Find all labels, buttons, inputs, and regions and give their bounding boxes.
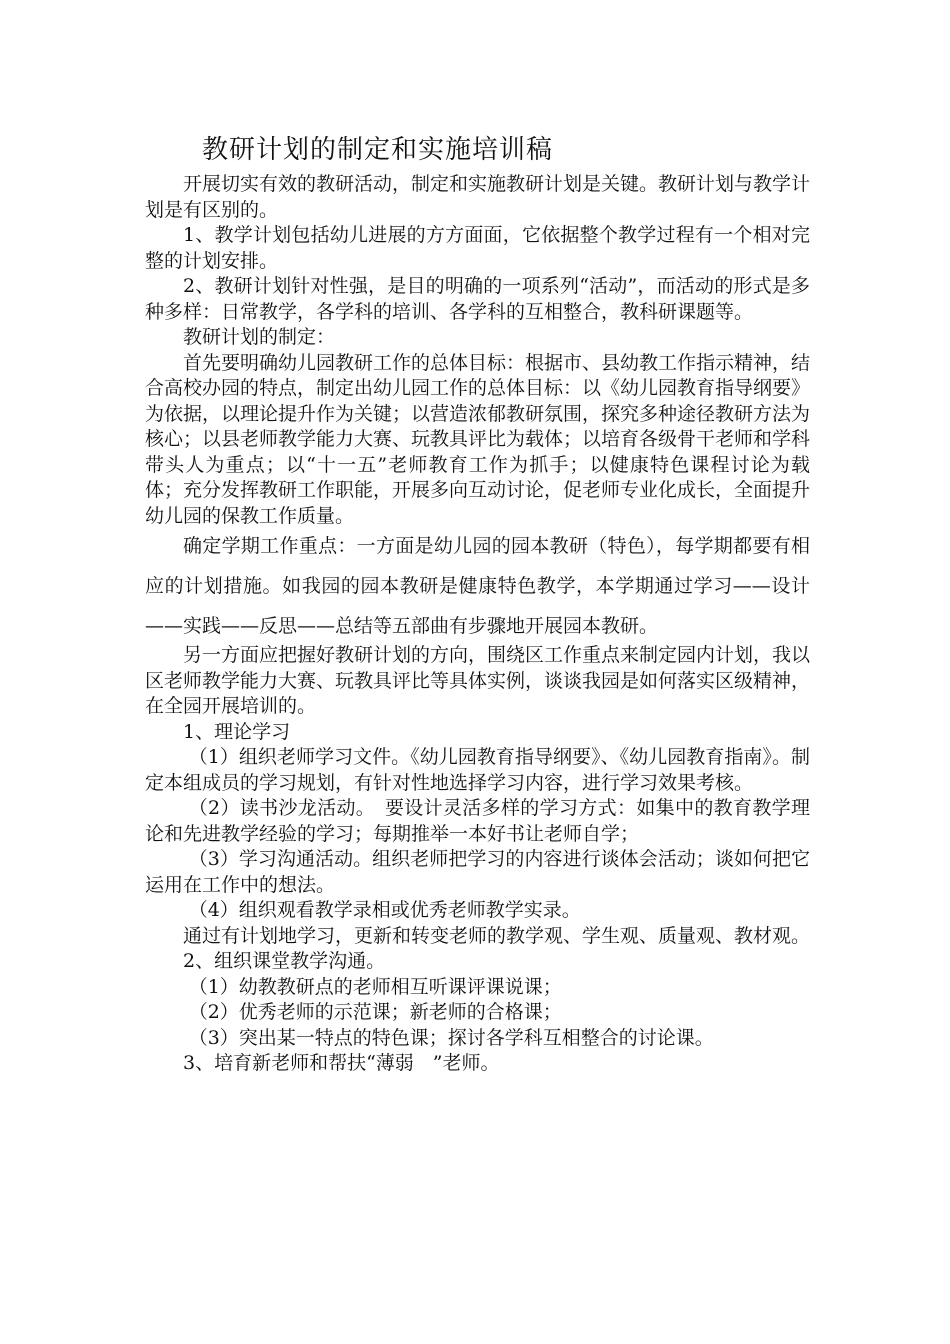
paragraph-classroom-item-3: （3）突出某一特点的特色课；探讨各学科互相整合的讨论课。	[188, 1026, 714, 1049]
paragraph-other-aspect: 另一方面应把握好教研计划的方向，围绕区工作重点来制定园内计划，我以区老师教学能力大赛、玩教具评比等具体实例，谈谈我园是如何落实区级精神，在全园开展培训的。	[145, 644, 811, 717]
document-body	[145, 172, 810, 1077]
paragraph-item-2: （2）读书沙龙活动。 要设计灵活多样的学习方式：如集中的教育教学理论和先进教学经验的学习；每期推举一本好书让老师自学；	[145, 797, 810, 845]
paragraph-classroom-item-2: （2）优秀老师的示范课；新老师的合格课；	[188, 1001, 562, 1023]
paragraph-classroom-heading: 2、组织课堂教学沟通。	[183, 950, 386, 972]
paragraph-plan-heading: 教研计划的制定：	[183, 326, 336, 348]
paragraph-research-plan: 2、教研计划针对性强，是目的明确的一项系列“活动”，而活动的形式是多种多样：日常教学，各学科的培训、各学科的互相整合，教科研课题等。	[145, 275, 810, 323]
paragraph-item-4: （4）组织观看教学录相或优秀老师教学实录。	[188, 899, 581, 921]
paragraph-classroom-item-1: （1）幼教教研点的老师相互听课评课说课；	[188, 975, 562, 998]
paragraph-intro: 开展切实有效的教研活动，制定和实施教研计划是关键。教研计划与教学计划是有区别的。	[145, 173, 811, 221]
paragraph-semester-focus: 确定学期工作重点：一方面是幼儿园的园本教研（特色），每学期都要有相应的计划措施。如我园的园本教研是健康特色教学，本学期通过学习——设计——实践——反思——总结等五部曲有步骤地开展园本教研。	[145, 535, 810, 637]
document-title: 教研计划的制定和实施培训稿	[202, 135, 554, 165]
paragraph-item-1: （1）组织老师学习文件。《幼儿园教育指导纲要》、《幼儿园教育指南》。制定本组成员的学习规划，有针对性地选择学习内容，进行学习效果考核。	[145, 746, 810, 794]
paragraph-new-teacher-heading: 3、培育新老师和帮扶“薄弱 ”老师。	[183, 1052, 500, 1074]
paragraph-overall-goal: 首先要明确幼儿园教研工作的总体目标：根据市、县幼教工作指示精神，结合高校办园的特点，制定出幼儿园工作的总体目标：以《幼儿园教育指导纲要》为依据，以理论提升作为关键；以营造浓郁教研氛围，探究多种途径教研方法为核心；以县老师教学能力大赛、玩教具评比为载体；以培育各级骨干老师和学科带头人为重点；以“十一五”老师教育工作为抓手；以健康特色课程讨论为载体；充分发挥教研工作职能，开展多向互动讨论，促老师专业化成长，全面提升幼儿园的保教工作质量。	[145, 351, 811, 527]
paragraph-learning-summary: 通过有计划地学习，更新和转变老师的教学观、学生观、质量观、教材观。	[183, 924, 811, 947]
paragraph-teaching-plan: 1、教学计划包括幼儿进展的方方面面，它依据整个教学过程有一个相对完整的计划安排。	[145, 224, 810, 272]
paragraph-theory-heading: 1、理论学习	[183, 720, 291, 743]
paragraph-item-3: （3）学习沟通活动。组织老师把学习的内容进行谈体会活动；谈如何把它运用在工作中的想法。	[145, 848, 810, 896]
